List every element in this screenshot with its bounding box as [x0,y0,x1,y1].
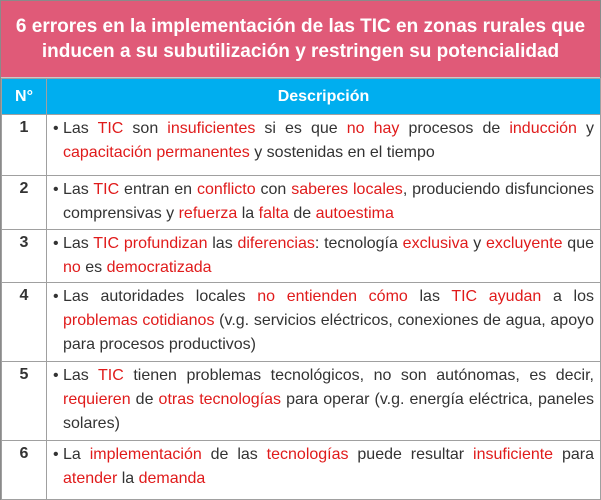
text-segment: la [117,470,139,487]
bullet-icon: • [53,288,59,305]
highlighted-term: implementación [89,446,202,463]
highlighted-term: TIC [93,235,120,252]
highlighted-term: otras tecnologías [158,391,282,408]
highlighted-term: exclusiva [402,235,469,252]
highlighted-term: conflicto [196,181,256,198]
description-text [63,364,594,436]
highlighted-term: democratizada [106,259,212,276]
row-number: 1 [2,115,47,176]
highlighted-term: no entienden cómo [257,288,408,305]
bullet-icon: • [53,120,59,137]
highlighted-term: problemas cotidianos [63,312,215,329]
header-description: Descripción [47,79,601,115]
bullet-icon: • [53,367,59,384]
row-number: 5 [2,362,47,441]
page-title [1,1,600,78]
description-text [63,117,594,165]
text-segment: con [255,181,292,198]
text-segment: puede resultar [348,446,474,463]
row-description [47,115,601,176]
highlighted-term: diferencias [237,235,315,252]
text-segment: si es que [255,120,347,137]
header-number: N° [2,79,47,115]
description-text [63,443,594,491]
text-segment: Las autoridades locales [63,288,258,305]
text-segment: las [407,288,452,305]
row-number: 4 [2,283,47,362]
highlighted-term: tecnologías [266,446,349,463]
text-segment: para [553,446,594,463]
table-body [2,115,601,500]
row-description [47,441,601,500]
highlighted-term: autoestima [315,205,394,222]
text-segment: a los [541,288,594,305]
highlighted-term: falta [258,205,289,222]
highlighted-term: demanda [138,470,206,487]
bullet-icon: • [53,181,59,198]
description-text [63,232,594,280]
text-segment: , produciendo disfunciones comprensivas y [63,181,595,222]
text-segment: y [576,120,595,137]
highlighted-term: TIC [98,367,124,384]
row-description [47,176,601,230]
highlighted-term: no hay [346,120,400,137]
text-segment: y [468,235,487,252]
highlighted-term: profundizan [123,235,208,252]
text-segment: : tecnología [314,235,403,252]
description-text [63,285,594,357]
table-row [2,283,601,362]
table-row [2,441,601,500]
text-segment: La [63,446,90,463]
row-description [47,283,601,362]
row-description [47,362,601,441]
text-segment: para operar (v.g. energía eléctrica, paneles solares) [63,391,594,432]
highlighted-term: inducción [509,120,577,137]
text-segment: son [123,120,168,137]
text-segment: entran en [119,181,197,198]
table-row [2,115,601,176]
row-description [47,230,601,283]
row-number: 3 [2,230,47,283]
row-number: 2 [2,176,47,230]
text-segment: y sostenidas en el tiempo [249,144,435,161]
bullet-icon: • [53,235,59,252]
highlighted-term: no [63,259,81,276]
highlighted-term: capacitación permanentes [63,144,250,161]
highlighted-term: insuficiente [473,446,554,463]
text-segment: tienen problemas tecnológicos, no son autónomas, es decir, [123,367,595,384]
highlighted-term: atender [63,470,118,487]
text-segment: las [207,235,238,252]
text-segment: Las [63,120,98,137]
text-segment: Las [63,367,99,384]
highlighted-term: excluyente [486,235,563,252]
text-segment: Las [63,235,94,252]
table-row [2,362,601,441]
row-number: 6 [2,441,47,500]
title-line-2: inducen a su subutilización y restringen su potencialidad [41,41,560,62]
text-segment: de [288,205,316,222]
text-segment: (v.g. servicios eléctricos, conexiones de agua, apoyo para procesos productivos) [63,312,594,353]
highlighted-term: requieren [63,391,131,408]
highlighted-term: TIC [97,120,124,137]
highlighted-term: insuficientes [167,120,256,137]
text-segment: la [237,205,259,222]
bullet-icon: • [53,446,59,463]
title-line-1: 6 errores en la implementación de las TIC en zonas rurales que [15,16,586,37]
highlighted-term: TIC ayudan [451,288,542,305]
table-row [2,230,601,283]
highlighted-term: TIC [93,181,120,198]
errors-table [1,78,601,500]
text-segment: es [80,259,107,276]
text-segment: de las [201,446,267,463]
highlighted-term: refuerza [178,205,238,222]
table-row [2,176,601,230]
text-segment: de [130,391,159,408]
description-text [63,178,594,226]
text-segment: que [562,235,594,252]
table-header-row [2,79,601,115]
text-segment: Las [63,181,94,198]
text-segment: procesos de [399,120,510,137]
highlighted-term: saberes locales [291,181,403,198]
